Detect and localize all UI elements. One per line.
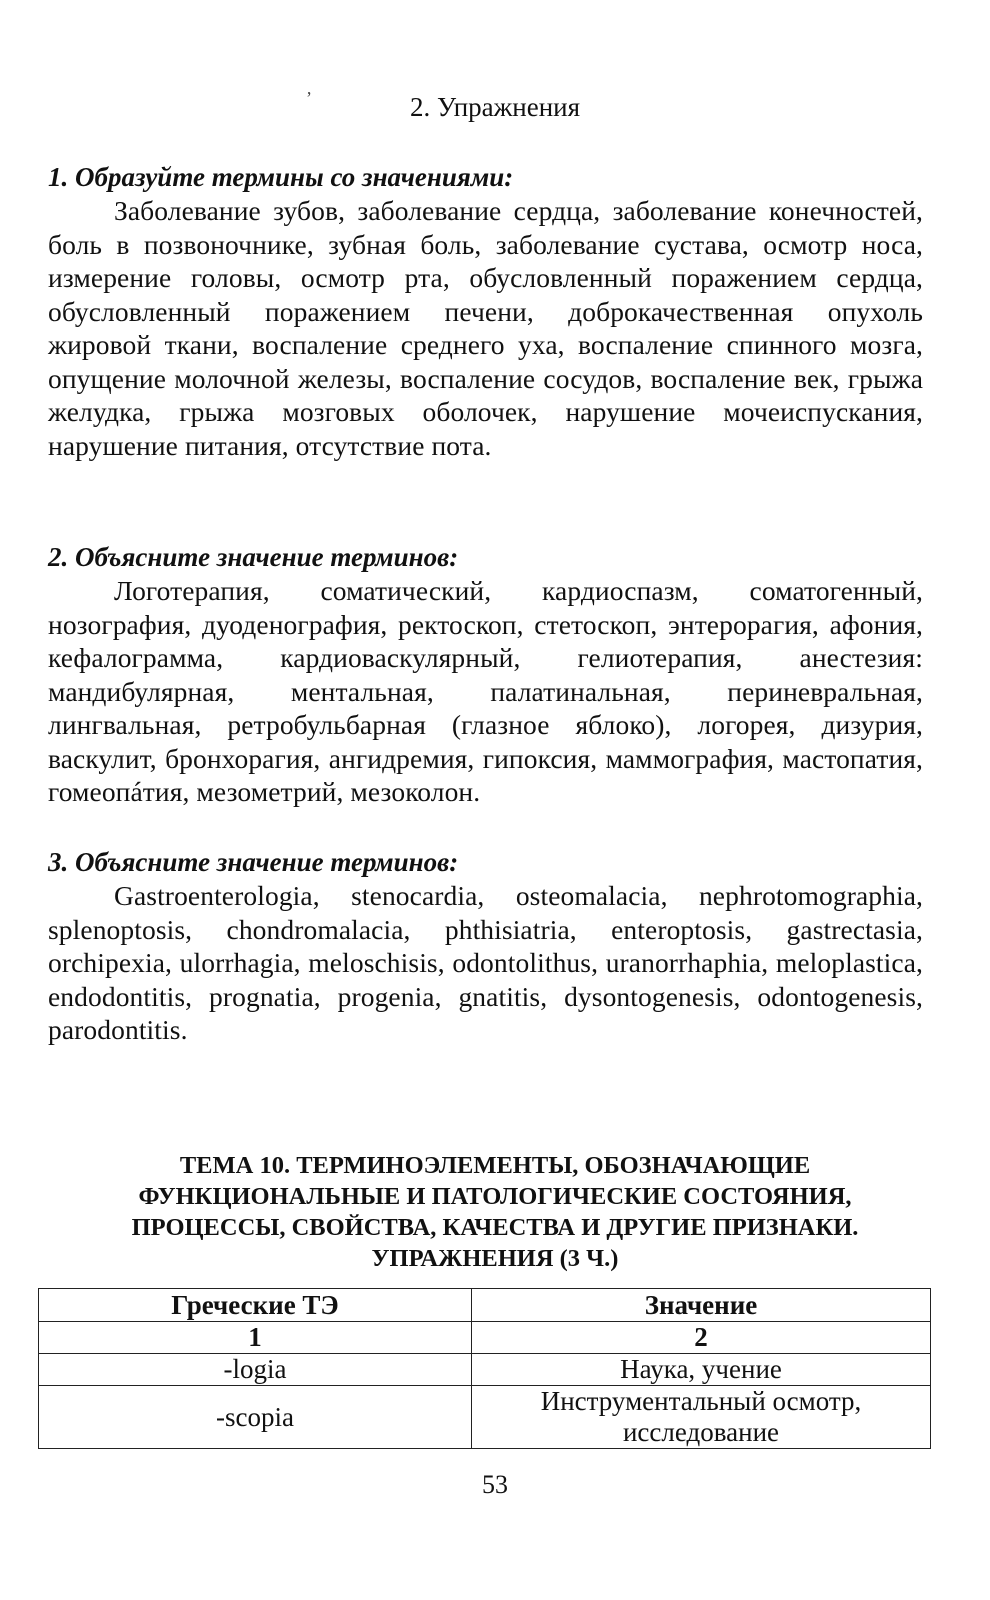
section-heading: 2. Упражнения <box>409 92 581 122</box>
meaning-cell: Инструментальный осмотр, исследование <box>472 1386 931 1449</box>
exercise-3 <box>48 845 923 1047</box>
exercise-text: Заболевание зубов, заболевание сердца, заболевание конечностей, боль в позвоночнике, зубная боль, заболевание сустава, осмотр носа, измерение головы, осмотр рта, обусловленный поражением сердца, обусловленный поражением печени, доброкачественная опухоль жировой ткани, воспаление среднего уха, воспаление спинного мозга, опущение молочной железы, воспаление сосудов, воспаление век, грыжа желудка, грыжа мозговых оболочек, нарушение мочеиспускания, нарушение питания, отсутствие пота. <box>48 195 923 461</box>
table-row <box>39 1354 931 1386</box>
header-greek-te: Греческие ТЭ <box>39 1289 472 1322</box>
topic-title <box>60 1150 930 1274</box>
table-header-row <box>39 1289 931 1322</box>
column-number: 2 <box>472 1322 931 1354</box>
exercise-2 <box>48 540 923 809</box>
scan-mark: ’ <box>306 88 312 108</box>
column-number: 1 <box>39 1322 472 1354</box>
header-meaning: Значение <box>472 1289 931 1322</box>
term-cell: -logia <box>39 1354 472 1386</box>
exercise-1 <box>48 160 923 462</box>
meaning-cell: Наука, учение <box>472 1354 931 1386</box>
table-number-row <box>39 1322 931 1354</box>
exercise-title: 1. Образуйте термины со значениями: <box>48 162 514 192</box>
exercise-text: Логотерапия, соматический, кардиоспазм, соматогенный, нозография, дуоденография, ректоскоп, стетоскоп, энтерорагия, афония, кефалограмма, кардиоваскулярный, гелиотерапия, анестезия: мандибулярная, ментальная, палатинальная, периневральная, лингвальная, ретробульбарная (глазное яблоко), логорея, дизурия, васкулит, бронхорагия, ангидремия, гипоксия, маммография, мастопатия, гомеопáтия, мезометрий, мезоколон. <box>48 575 923 807</box>
term-cell: -scopia <box>39 1386 472 1449</box>
exercise-text: Gastroenterologia, stenocardia, osteomalacia, nephrotomographia, splenoptosis, chondromalacia, phthisiatria, enteroptosis, gastrectasia, orchipexia, ulorrhagia, meloschisis, odontolithus, uranorrhaphia, meloplastica, endodontitis, prognatia, progenia, gnatitis, dysontogenesis, odontogenesis, parodontitis. <box>48 880 923 1045</box>
topic-title-line: ФУНКЦИОНАЛЬНЫЕ И ПАТОЛОГИЧЕСКИЕ СОСТОЯНИЯ, <box>138 1183 852 1210</box>
topic-title-line: УПРАЖНЕНИЯ (3 Ч.) <box>371 1245 619 1272</box>
page-number: 53 <box>482 1470 508 1499</box>
table-row <box>39 1386 931 1449</box>
topic-title-line: ПРОЦЕССЫ, СВОЙСТВА, КАЧЕСТВА И ДРУГИЕ ПРИЗНАКИ. <box>131 1214 859 1241</box>
exercise-title: 2. Объясните значение терминов: <box>48 542 459 572</box>
topic-title-line: ТЕМА 10. ТЕРМИНОЭЛЕМЕНТЫ, ОБОЗНАЧАЮЩИЕ <box>179 1152 811 1179</box>
exercise-title: 3. Объясните значение терминов: <box>48 847 459 877</box>
terms-table <box>38 1288 931 1449</box>
